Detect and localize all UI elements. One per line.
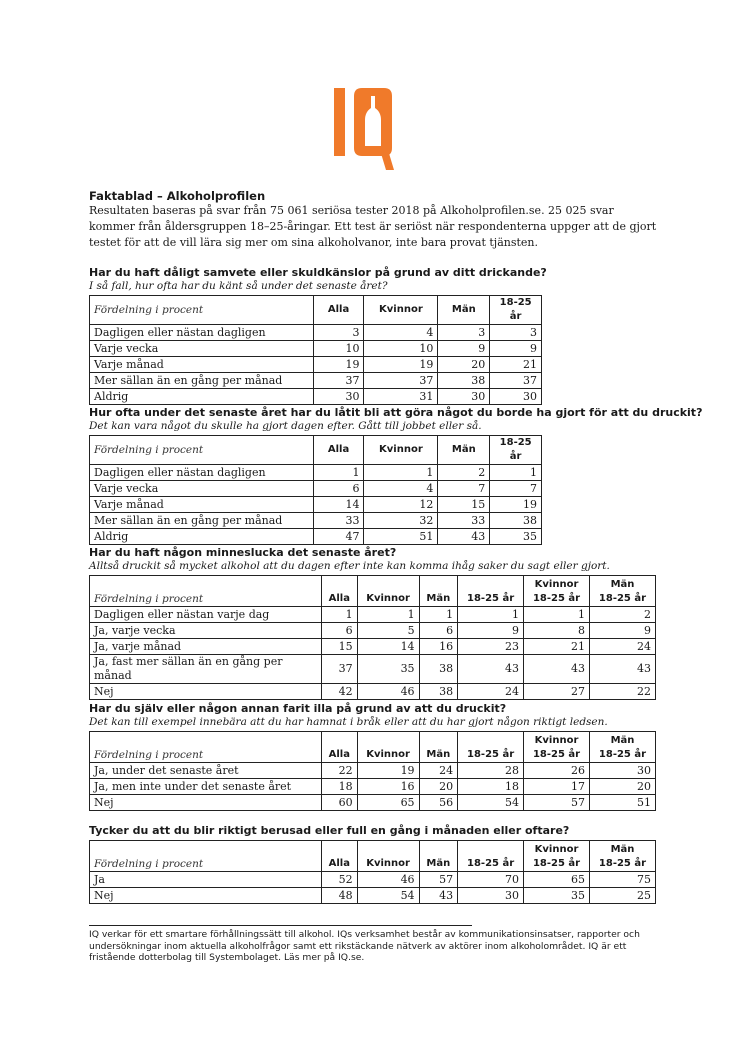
cell-value: 26 (524, 763, 590, 779)
row-label: Dagligen eller nästan dagligen (90, 465, 314, 481)
header-man-18-25: Män 18-25 år (589, 732, 655, 763)
question-2-subtitle: Det kan vara något du skulle ha gjort dagen efter. Gått till jobbet eller så. (89, 420, 482, 432)
cell-value: 33 (438, 513, 490, 529)
table-row (90, 795, 656, 811)
cell-value: 20 (589, 779, 655, 795)
cell-value: 30 (490, 389, 542, 405)
cell-value: 57 (419, 872, 458, 888)
cell-value: 6 (419, 623, 458, 639)
cell-value: 51 (364, 529, 438, 545)
row-label: Ja, varje månad (90, 639, 322, 655)
cell-value: 38 (438, 373, 490, 389)
row-label: Aldrig (90, 529, 314, 545)
cell-value: 35 (524, 888, 590, 904)
header-man: Män (419, 576, 458, 607)
header-alla: Alla (322, 732, 358, 763)
cell-value: 6 (313, 481, 364, 497)
cell-value: 43 (458, 655, 524, 684)
cell-value: 38 (419, 684, 458, 700)
cell-value: 19 (364, 357, 438, 373)
q3-rows (90, 607, 656, 700)
table-row (90, 779, 656, 795)
table-row (90, 623, 656, 639)
cell-value: 15 (322, 639, 358, 655)
cell-value: 4 (364, 481, 438, 497)
row-label: Ja, under det senaste året (90, 763, 322, 779)
table-row (90, 763, 656, 779)
header-man: Män (438, 296, 490, 325)
row-label: Varje vecka (90, 341, 314, 357)
table-header-row (90, 732, 656, 763)
cell-value: 30 (589, 763, 655, 779)
cell-value: 70 (458, 872, 524, 888)
table-header-row (90, 436, 542, 465)
header-man: Män (419, 841, 458, 872)
cell-value: 1 (364, 465, 438, 481)
cell-value: 35 (490, 529, 542, 545)
iq-logo (330, 86, 400, 172)
question-2-title: Hur ofta under det senaste året har du låtit bli att göra något du borde ha gjort för att du druckit? (89, 406, 703, 419)
cell-value: 35 (357, 655, 419, 684)
row-label: Aldrig (90, 389, 314, 405)
cell-value: 37 (364, 373, 438, 389)
header-man-18-25: Män 18-25 år (589, 576, 655, 607)
question-1-table (89, 295, 542, 405)
cell-value: 37 (322, 655, 358, 684)
header-alla: Alla (322, 576, 358, 607)
cell-value: 19 (313, 357, 364, 373)
cell-value: 1 (419, 607, 458, 623)
q2-rows (90, 465, 542, 545)
cell-value: 18 (458, 779, 524, 795)
q1-rows (90, 325, 542, 405)
cell-value: 25 (589, 888, 655, 904)
row-label: Ja (90, 872, 322, 888)
header-alla: Alla (322, 841, 358, 872)
table-row (90, 872, 656, 888)
cell-value: 7 (438, 481, 490, 497)
question-3-table (89, 575, 656, 700)
table-header-row (90, 296, 542, 325)
footer-text: IQ verkar för ett smartare förhållningssätt till alkohol. IQs verksamhet består av kommunikationsinsatser, rapporter och undersökningar inom aktuella alkoholfrågor samt ett rikstäckande nätverk av aktörer inom alkoholområdet. IQ är ett fristående dotterbolag till Systembolaget. Läs mer på IQ.se. (89, 929, 640, 963)
row-label: Varje vecka (90, 481, 314, 497)
cell-value: 1 (490, 465, 542, 481)
header-category: Fördelning i procent (90, 732, 322, 763)
question-4-title: Har du själv eller någon annan farit illa på grund av att du druckit? (89, 702, 507, 715)
cell-value: 19 (490, 497, 542, 513)
cell-value: 32 (364, 513, 438, 529)
cell-value: 16 (357, 779, 419, 795)
row-label: Nej (90, 684, 322, 700)
header-kvinnor: Kvinnor (357, 732, 419, 763)
row-label: Mer sällan än en gång per månad (90, 513, 314, 529)
header-alla: Alla (313, 436, 364, 465)
question-4-subtitle: Det kan till exempel innebära att du har hamnat i bråk eller att du har gjort någon riktigt ledsen. (89, 716, 608, 728)
row-label: Dagligen eller nästan dagligen (90, 325, 314, 341)
table-row (90, 341, 542, 357)
header-18-25: 18-25 år (490, 296, 542, 325)
cell-value: 2 (589, 607, 655, 623)
cell-value: 9 (458, 623, 524, 639)
table-row (90, 607, 656, 623)
cell-value: 43 (524, 655, 590, 684)
header-category: Fördelning i procent (90, 841, 322, 872)
question-5-table (89, 840, 656, 904)
row-label: Varje månad (90, 497, 314, 513)
cell-value: 7 (490, 481, 542, 497)
table-row (90, 529, 542, 545)
row-label: Ja, men inte under det senaste året (90, 779, 322, 795)
cell-value: 24 (419, 763, 458, 779)
intro-section (89, 189, 659, 251)
table-row (90, 325, 542, 341)
table-row (90, 481, 542, 497)
cell-value: 38 (490, 513, 542, 529)
question-3-subtitle: Alltså druckit så mycket alkohol att du dagen efter inte kan komma ihåg saker du sagt eller gjort. (89, 560, 610, 572)
header-kvinnor: Kvinnor (364, 296, 438, 325)
row-label: Nej (90, 888, 322, 904)
cell-value: 56 (419, 795, 458, 811)
cell-value: 20 (438, 357, 490, 373)
cell-value: 16 (419, 639, 458, 655)
row-label: Mer sällan än en gång per månad (90, 373, 314, 389)
cell-value: 52 (322, 872, 358, 888)
header-category: Fördelning i procent (90, 436, 314, 465)
row-label: Dagligen eller nästan varje dag (90, 607, 322, 623)
cell-value: 21 (490, 357, 542, 373)
cell-value: 48 (322, 888, 358, 904)
cell-value: 21 (524, 639, 590, 655)
header-kvinnor-18-25: Kvinnor 18-25 år (524, 576, 590, 607)
cell-value: 14 (357, 639, 419, 655)
cell-value: 33 (313, 513, 364, 529)
cell-value: 43 (419, 888, 458, 904)
cell-value: 10 (313, 341, 364, 357)
cell-value: 3 (313, 325, 364, 341)
cell-value: 20 (419, 779, 458, 795)
cell-value: 51 (589, 795, 655, 811)
table-row (90, 639, 656, 655)
table-row (90, 513, 542, 529)
cell-value: 1 (357, 607, 419, 623)
header-18-25: 18-25 år (458, 732, 524, 763)
q5-rows (90, 872, 656, 904)
cell-value: 43 (589, 655, 655, 684)
cell-value: 15 (438, 497, 490, 513)
cell-value: 65 (357, 795, 419, 811)
cell-value: 4 (364, 325, 438, 341)
cell-value: 75 (589, 872, 655, 888)
question-4-table (89, 731, 656, 811)
table-row (90, 655, 656, 684)
cell-value: 47 (313, 529, 364, 545)
header-alla: Alla (313, 296, 364, 325)
question-2-table (89, 435, 542, 545)
table-row (90, 465, 542, 481)
question-5-section (89, 824, 659, 904)
question-1-title: Har du haft dåligt samvete eller skuldkänslor på grund av ditt drickande? (89, 266, 547, 279)
cell-value: 9 (490, 341, 542, 357)
cell-value: 22 (589, 684, 655, 700)
cell-value: 1 (322, 607, 358, 623)
table-row (90, 684, 656, 700)
cell-value: 42 (322, 684, 358, 700)
cell-value: 38 (419, 655, 458, 684)
question-3-title: Har du haft någon minneslucka det senaste året? (89, 546, 397, 559)
header-kvinnor-18-25: Kvinnor 18-25 år (524, 732, 590, 763)
row-label: Ja, fast mer sällan än en gång per månad (90, 655, 322, 684)
cell-value: 30 (313, 389, 364, 405)
table-row (90, 497, 542, 513)
cell-value: 43 (438, 529, 490, 545)
cell-value: 9 (438, 341, 490, 357)
cell-value: 12 (364, 497, 438, 513)
cell-value: 23 (458, 639, 524, 655)
cell-value: 1 (458, 607, 524, 623)
cell-value: 8 (524, 623, 590, 639)
q4-rows (90, 763, 656, 811)
table-header-row (90, 841, 656, 872)
cell-value: 2 (438, 465, 490, 481)
header-18-25: 18-25 år (458, 576, 524, 607)
cell-value: 30 (458, 888, 524, 904)
cell-value: 57 (524, 795, 590, 811)
table-header-row (90, 576, 656, 607)
table-row (90, 389, 542, 405)
header-kvinnor-18-25: Kvinnor 18-25 år (524, 841, 590, 872)
header-category: Fördelning i procent (90, 296, 314, 325)
cell-value: 46 (357, 684, 419, 700)
cell-value: 6 (322, 623, 358, 639)
table-row (90, 373, 542, 389)
header-man: Män (438, 436, 490, 465)
header-man: Män (419, 732, 458, 763)
row-label: Varje månad (90, 357, 314, 373)
header-man-18-25: Män 18-25 år (589, 841, 655, 872)
cell-value: 28 (458, 763, 524, 779)
cell-value: 19 (357, 763, 419, 779)
header-18-25: 18-25 år (458, 841, 524, 872)
question-4-section (89, 702, 659, 811)
row-label: Nej (90, 795, 322, 811)
question-1-subtitle: I så fall, hur ofta har du känt så under det senaste året? (89, 280, 388, 292)
cell-value: 5 (357, 623, 419, 639)
header-category: Fördelning i procent (90, 576, 322, 607)
table-row (90, 357, 542, 373)
cell-value: 37 (490, 373, 542, 389)
cell-value: 10 (364, 341, 438, 357)
cell-value: 54 (357, 888, 419, 904)
cell-value: 1 (524, 607, 590, 623)
cell-value: 54 (458, 795, 524, 811)
cell-value: 3 (490, 325, 542, 341)
question-1-section (89, 266, 659, 405)
table-row (90, 888, 656, 904)
row-label: Ja, varje vecka (90, 623, 322, 639)
cell-value: 22 (322, 763, 358, 779)
cell-value: 24 (589, 639, 655, 655)
cell-value: 18 (322, 779, 358, 795)
header-kvinnor: Kvinnor (364, 436, 438, 465)
footer-divider (89, 925, 472, 926)
cell-value: 3 (438, 325, 490, 341)
cell-value: 9 (589, 623, 655, 639)
header-kvinnor: Kvinnor (357, 841, 419, 872)
cell-value: 24 (458, 684, 524, 700)
cell-value: 60 (322, 795, 358, 811)
header-kvinnor: Kvinnor (357, 576, 419, 607)
cell-value: 46 (357, 872, 419, 888)
question-3-section (89, 546, 659, 700)
intro-text: Resultaten baseras på svar från 75 061 seriösa tester 2018 på Alkoholprofilen.se. 25 025 svar kommer från åldersgruppen 18–25-åringar. Ett test är seriöst när respondenterna uppger att de gjort testet för att de vill lära sig mer om sina alkoholvanor, inte bara provat tjänsten. (89, 204, 657, 249)
cell-value: 37 (313, 373, 364, 389)
cell-value: 1 (313, 465, 364, 481)
cell-value: 14 (313, 497, 364, 513)
question-5-title: Tycker du att du blir riktigt berusad eller full en gång i månaden eller oftare? (89, 824, 570, 837)
header-18-25: 18-25 år (490, 436, 542, 465)
cell-value: 65 (524, 872, 590, 888)
page-title: Faktablad – Alkoholprofilen (89, 189, 266, 203)
question-2-section (89, 406, 703, 545)
cell-value: 27 (524, 684, 590, 700)
cell-value: 17 (524, 779, 590, 795)
cell-value: 30 (438, 389, 490, 405)
cell-value: 31 (364, 389, 438, 405)
